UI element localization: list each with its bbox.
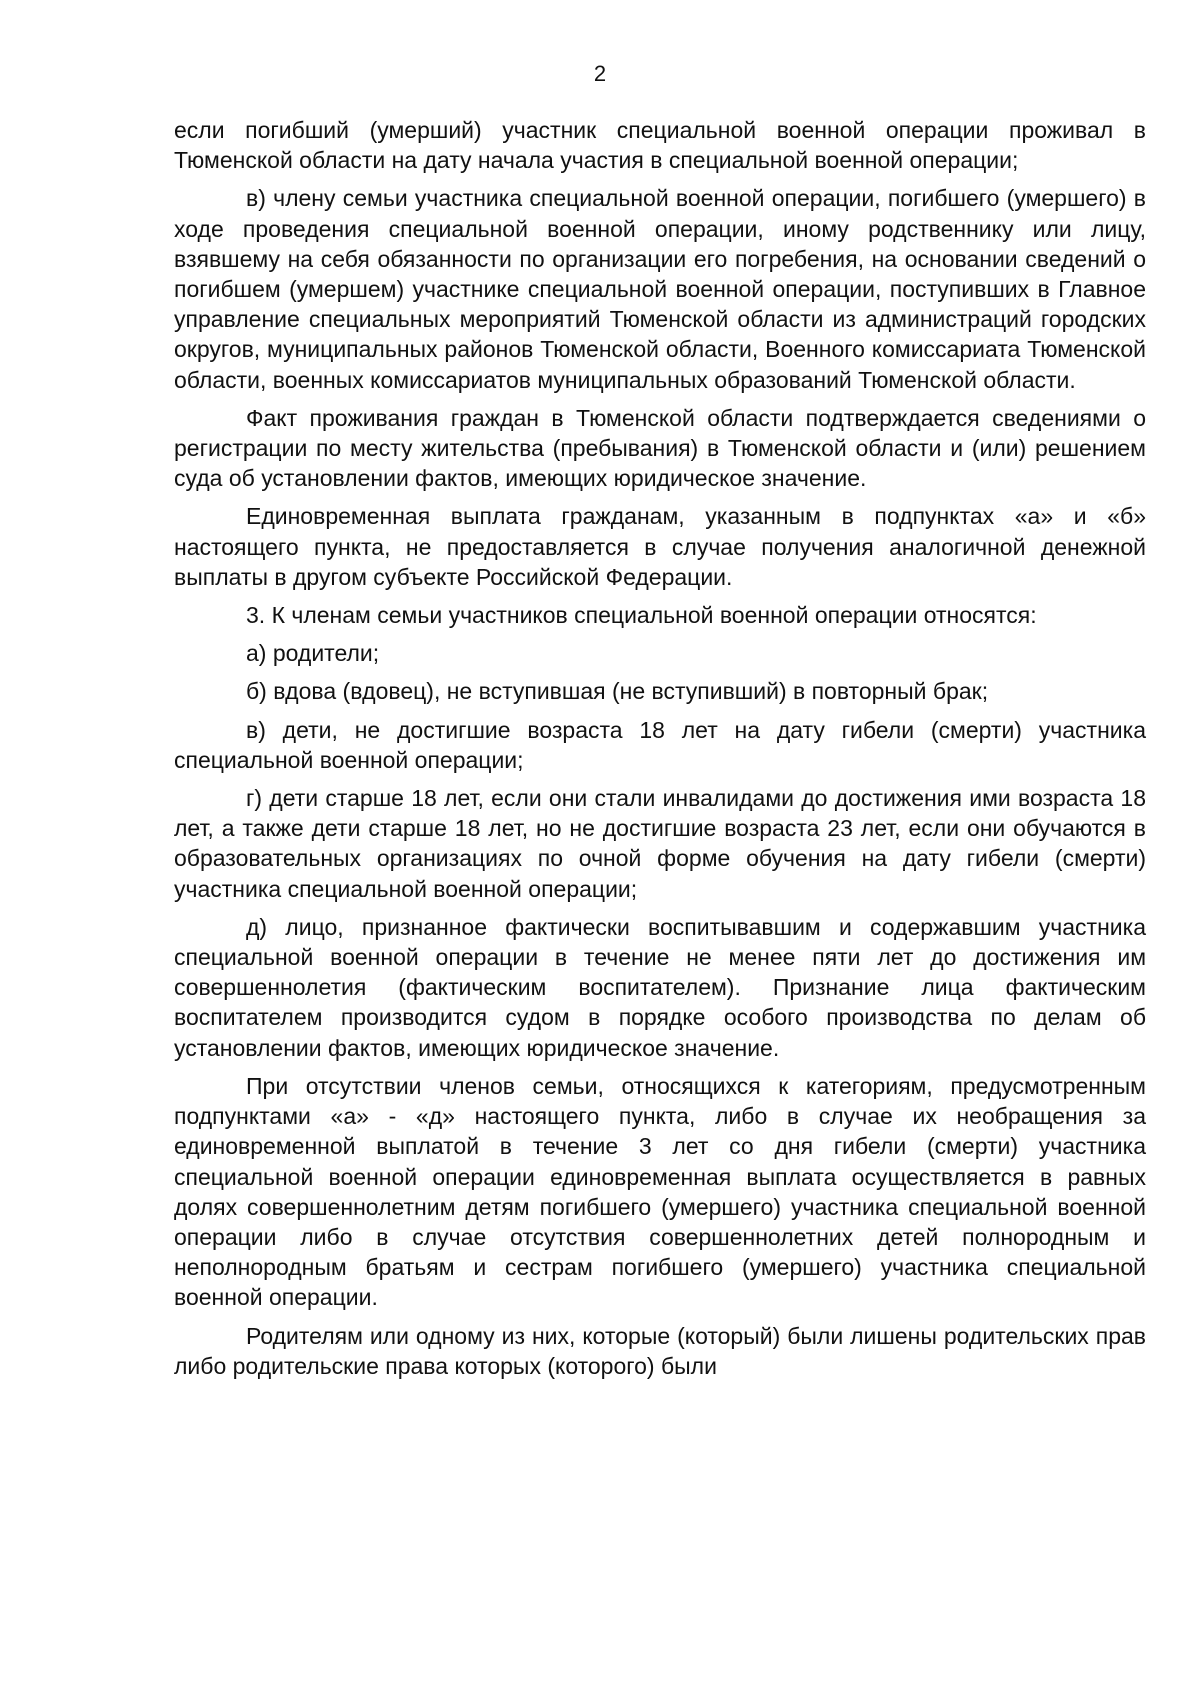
paragraph-residence-condition: если погибший (умерший) участник специальной военной операции проживал в Тюменской области на дату начала участия в специальной военной операции;	[174, 117, 1146, 174]
paragraph-item-v-children: в) дети, не достигшие возраста 18 лет на дату гибели (смерти) участника специальной военной операции;	[174, 716, 1146, 773]
document-body	[174, 115, 1146, 1389]
paragraph-clause-3-heading: 3. К членам семьи участников специальной военной операции относятся:	[246, 602, 1037, 629]
paragraph-item-d-guardian: д) лицо, признанное фактически воспитывавшим и содержавшим участника специальной военной операции в течение не менее пяти лет до достижения им совершеннолетия (фактическим воспитателем). Признание лица фактическим воспитателем производится судом в порядке особого производства по делам об установлении фактов, имеющих юридическое значение.	[174, 913, 1146, 1061]
paragraph-item-a-parents: а) родители;	[246, 640, 380, 667]
paragraph-deprived-parents: Родителям или одному из них, которые (который) были лишены родительских прав либо родительские права которых (которого) были	[174, 1322, 1146, 1379]
paragraph-absence-of-family: При отсутствии членов семьи, относящихся к категориям, предусмотренным подпунктами «а» - «д» настоящего пункта, либо в случае их необращения за единовременной выплатой в течение 3 лет со дня гибели (смерти) участника специальной военной операции единовременная выплата осуществляется в равных долях совершеннолетним детям погибшего (умершего) участника специальной военной операции либо в случае отсутствия совершеннолетних детей полнородным и неполнородным братьям и сестрам погибшего (умершего) участника специальной военной операции.	[174, 1072, 1146, 1311]
paragraph-item-g-adult-children: г) дети старше 18 лет, если они стали инвалидами до достижения ими возраста 18 лет, а также дети старше 18 лет, но не достигшие возраста 23 лет, если они обучаются в образовательных организациях по очной форме обучения на дату гибели (смерти) участника специальной военной операции;	[174, 785, 1146, 902]
paragraph-residence-proof: Факт проживания граждан в Тюменской области подтверждается сведениями о регистрации по месту жительства (пребывания) в Тюменской области и (или) решением суда об установлении фактов, имеющих юридическое значение.	[174, 404, 1146, 492]
paragraph-item-b-widow: б) вдова (вдовец), не вступившая (не вступивший) в повторный брак;	[246, 678, 989, 705]
paragraph-item-v-family-member: в) члену семьи участника специальной военной операции, погибшего (умершего) в ходе проведения специальной военной операции, иному родственнику или лицу, взявшему на себя обязанности по организации его погребения, на основании сведений о погибшем (умершем) участнике специальной военной операции, поступивших в Главное управление специальных мероприятий Тюменской области из администраций городских округов, муниципальных районов Тюменской области, Военного комиссариата Тюменской области, военных комиссариатов муниципальных образований Тюменской области.	[174, 185, 1146, 393]
page-number: 2	[593, 61, 607, 86]
paragraph-payment-exclusion: Единовременная выплата гражданам, указанным в подпунктах «а» и «б» настоящего пункта, не предоставляется в случае получения аналогичной денежной выплаты в другом субъекте Российской Федерации.	[174, 503, 1146, 590]
